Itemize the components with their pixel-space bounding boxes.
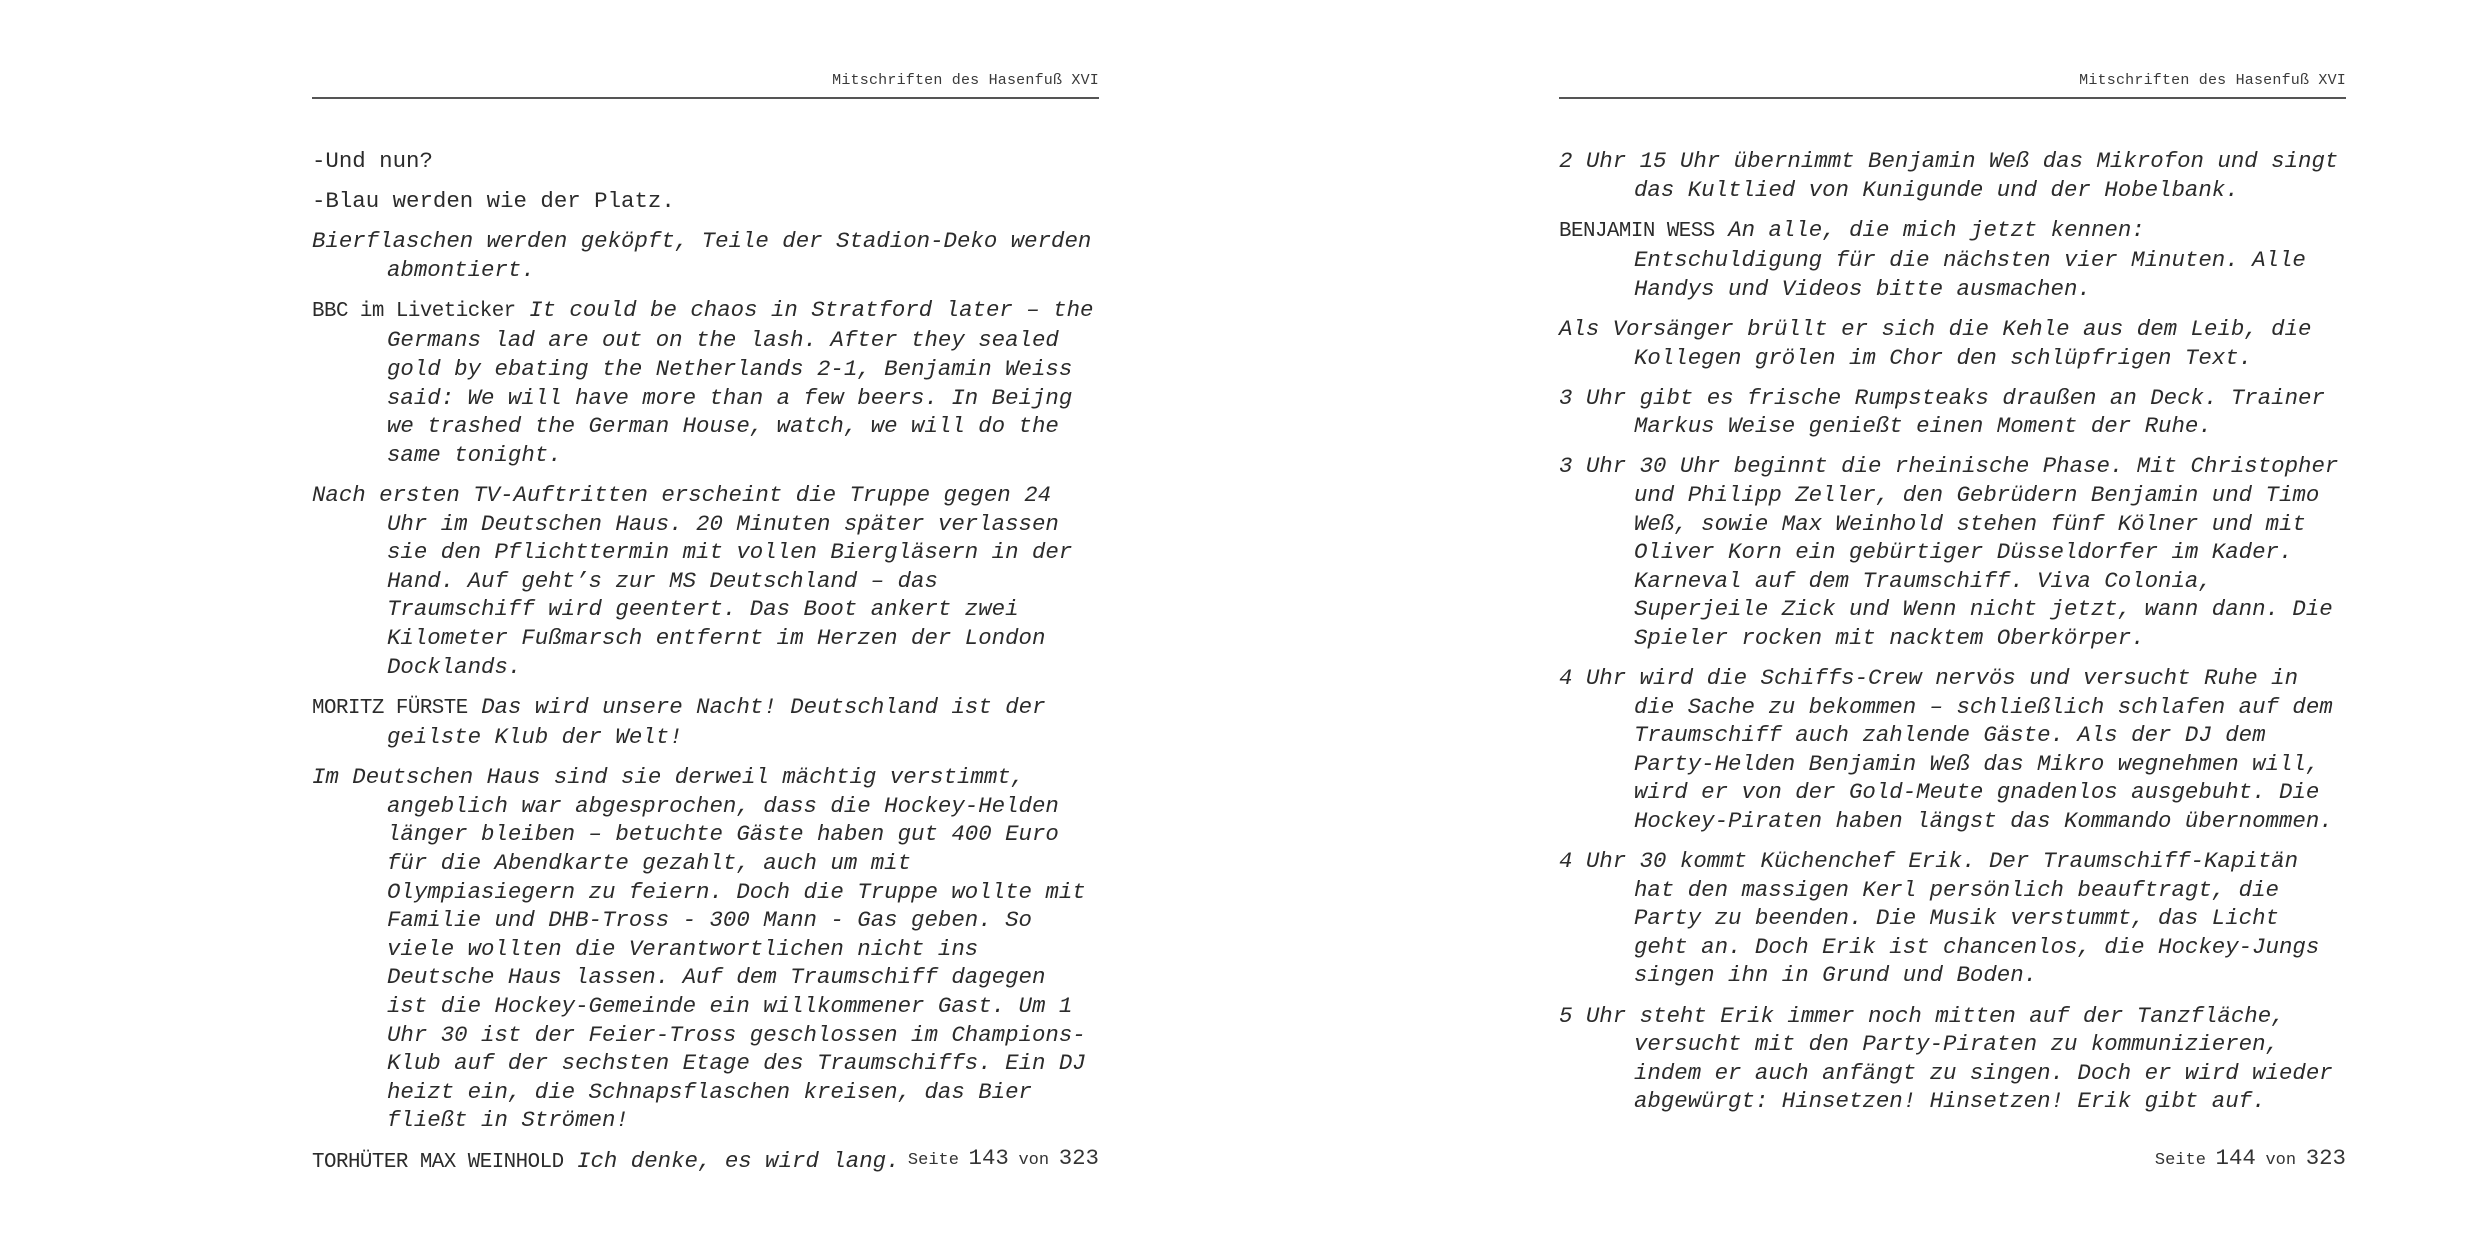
page-body [1559, 147, 2346, 1127]
paragraph-text: Als Vorsänger brüllt er sich die Kehle aus dem Leib, die Kollegen grölen im Chor den schlüpfrigen Text. [1559, 315, 2312, 371]
stage-direction [1559, 1002, 2346, 1116]
paragraph-text: Nach ersten TV-Auftritten erscheint die Truppe gegen 24 Uhr im Deutschen Haus. 20 Minuten später verlassen sie den Pflichttermin mit vollen Biergläsern in der Hand. Auf geht’s zur MS Deutschland – das Traumschiff wird geentert. Das Boot ankert zwei Kilometer Fußmarsch entfernt im Herzen der London Docklands. [312, 481, 1073, 680]
running-header: Mitschriften des Hasenfuß XVI [832, 72, 1099, 89]
speaker-label: BBC im Liveticker [312, 299, 516, 323]
dialogue-line [312, 147, 1099, 176]
stage-direction [1559, 384, 2346, 441]
page-number [1559, 1145, 2346, 1171]
stage-direction [312, 763, 1099, 1135]
stage-direction [1559, 147, 2346, 204]
page-prefix: Seite [2154, 1151, 2206, 1170]
right-page [1559, 0, 2346, 1240]
stage-direction [1559, 452, 2346, 652]
header-rule [1559, 97, 2346, 99]
speaker-label: TORHÜTER MAX WEINHOLD [312, 1150, 564, 1174]
dialogue-line [312, 187, 1099, 216]
page-current: 143 [968, 1145, 1009, 1171]
left-page [312, 0, 1099, 1240]
stage-direction [1559, 847, 2346, 990]
paragraph-text: 3 Uhr gibt es frische Rumpsteaks draußen an Deck. Trainer Markus Weise genießt einen Moment der Ruhe. [1559, 384, 2325, 440]
page-body [312, 147, 1099, 1189]
page-prefix: Seite [907, 1151, 959, 1170]
running-header: Mitschriften des Hasenfuß XVI [2079, 72, 2346, 89]
paragraph-text: 5 Uhr steht Erik immer noch mitten auf der Tanzfläche, versucht mit den Party-Piraten zu kommunizieren, indem er auch anfängt zu singen. Doch er wird wieder abgewürgt: Hinsetzen! Hinsetzen! Erik gibt auf. [1559, 1002, 2333, 1115]
paragraph-text: -Blau werden wie der Platz. [312, 188, 675, 215]
paragraph-text: -Und nun? [312, 148, 433, 174]
header-rule [312, 97, 1099, 99]
quote-paragraph [312, 693, 1099, 752]
paragraph-text: Bierflaschen werden geköpft, Teile der Stadion-Deko werden abmontiert. [312, 228, 1092, 283]
paragraph-text: 4 Uhr wird die Schiffs-Crew nervös und versucht Ruhe in die Sache zu bekommen – schließlich schlafen auf dem Traumschiff auch zahlende Gäste. Als der DJ dem Party-Helden Benjamin Weß das Mikro wegnehmen will, wird er von der Gold-Meute gnadenlos ausgebuht. Die Hockey-Piraten haben längst das Kommando übernommen. [1559, 665, 2333, 834]
stage-direction [1559, 315, 2346, 372]
paragraph-text: Im Deutschen Haus sind sie derweil mächtig verstimmt, angeblich war abgesprochen, dass die Hockey-Helden länger bleiben – betuchte Gäste haben gut 400 Euro für die Abendkarte gezahlt, auch um mit Olympiasiegern zu feiern. Doch die Truppe wollte mit Familie und DHB-Tross - 300 Mann - Gas geben. So viele wollten die Verantwortlichen nicht ins Deutsche Haus lassen. Auf dem Traumschiff dagegen ist die Hockey-Gemeinde ein willkommener Gast. Um 1 Uhr 30 ist der Feier-Tross geschlossen im Champions-Klub auf der sechsten Etage des Traumschiffs. Ein DJ heizt ein, die Schnapsflaschen kreisen, das Bier fließt in Strömen! [312, 764, 1086, 1134]
page-total: 323 [2305, 1145, 2346, 1171]
stage-direction [1559, 664, 2346, 836]
paragraph-text: 2 Uhr 15 Uhr übernimmt Benjamin Weß das Mikrofon und singt das Kultlied von Kunigunde und der Hobelbank. [1559, 148, 2339, 203]
stage-direction [312, 227, 1099, 284]
paragraph-text: 3 Uhr 30 Uhr beginnt die rheinische Phase. Mit Christopher und Philipp Zeller, den Gebrüdern Benjamin und Timo Weß, sowie Max Weinhold stehen fünf Kölner und mit Oliver Korn ein gebürtiger Düsseldorfer im Kader. Karneval auf dem Traumschiff. Viva Colonia, Superjeile Zick und Wenn nicht jetzt, wann dann. Die Spieler rocken mit nacktem Oberkörper. [1559, 453, 2339, 651]
page-separator: von [1018, 1151, 1050, 1170]
paragraph-text: 4 Uhr 30 kommt Küchenchef Erik. Der Traumschiff-Kapitän hat den massigen Kerl persönlich beauftragt, die Party zu beenden. Die Musik verstummt, das Licht geht an. Doch Erik ist chancenlos, die Hockey-Jungs singen ihn in Grund und Boden. [1559, 848, 2320, 989]
paragraph-text: An alle, die mich jetzt kennen: Entschuldigung für die nächsten vier Minuten. Alle Handys und Videos bitte ausmachen. [1634, 216, 2306, 302]
quote-paragraph [312, 296, 1099, 470]
page-separator: von [2265, 1151, 2297, 1170]
stage-direction [312, 481, 1099, 681]
paragraph-text: Das wird unsere Nacht! Deutschland ist der geilste Klub der Welt! [387, 693, 1046, 751]
paragraph-text: Ich denke, es wird lang. [577, 1147, 900, 1174]
page-current: 144 [2215, 1145, 2256, 1171]
speaker-label: MORITZ FÜRSTE [312, 696, 468, 720]
quote-paragraph [1559, 216, 2346, 304]
page-number [312, 1145, 1099, 1171]
paragraph-text: It could be chaos in Stratford later – the Germans lad are out on the lash. After they sealed gold by ebating the Netherlands 2-1, Benjamin Weiss said: We will have more than a few beers. In Beijng we trashed the German House, watch, we will do the same tonight. [387, 296, 1094, 468]
speaker-label: BENJAMIN WESS [1559, 219, 1715, 243]
page-total: 323 [1058, 1145, 1099, 1171]
